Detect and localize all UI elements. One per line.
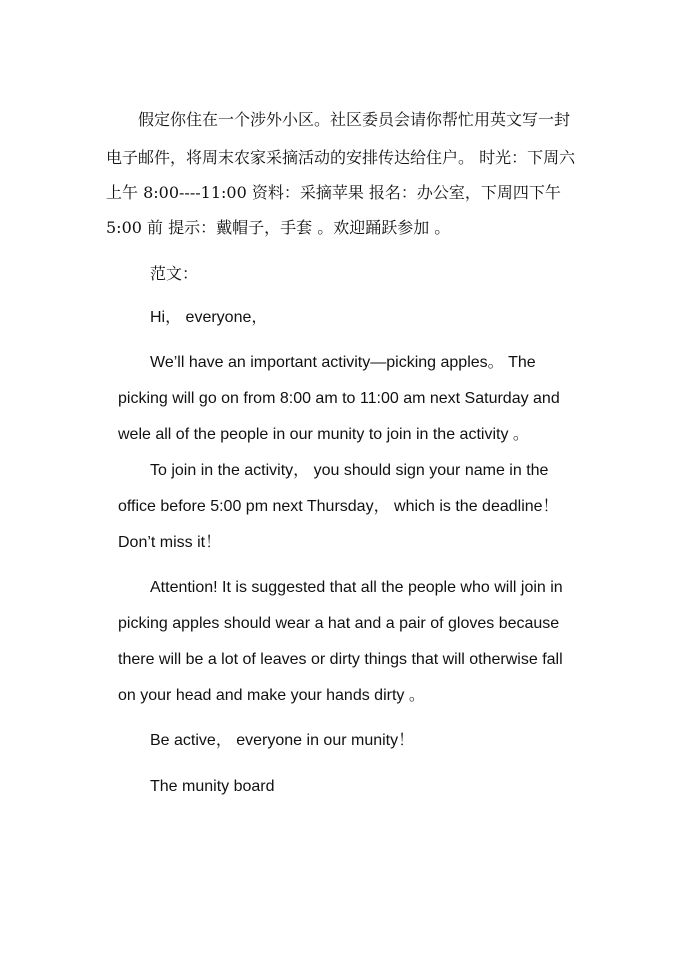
prompt-line-4: 5:00 前 提示：戴帽子，手套 。欢迎踊跃参加 。	[106, 218, 451, 237]
paragraph-3-line-2: picking apples should wear a hat and a pair of gloves because	[118, 615, 560, 632]
paragraph-2-line-3: Don’t miss it！	[118, 534, 222, 551]
prompt-line-1: 假定你住在一个涉外小区。社区委员会请你帮忙用英文写一封	[138, 110, 571, 129]
prompt-line-2: 电子邮件，将周末农家采摘活动的安排传达给住户。 时光：下周六	[106, 148, 576, 167]
paragraph-1-line-2: picking will go on from 8:00 am to 11:00 am next Saturday and	[118, 390, 560, 407]
paragraph-2-line-1: To join in the activity， you should sign your name in the	[150, 462, 549, 479]
paragraph-2-line-2: office before 5:00 pm next Thursday， which is the deadline！	[118, 498, 559, 515]
letter-signature: The munity board	[150, 778, 275, 795]
paragraph-3-line-1: Attention! It is suggested that all the people who will join in	[150, 579, 563, 596]
paragraph-3-line-4: on your head and make your hands dirty 。	[118, 687, 425, 704]
paragraph-3-line-3: there will be a lot of leaves or dirty things that will otherwise fall	[118, 651, 563, 668]
paragraph-1-line-1: We’ll have an important activity—picking apples。 The	[150, 354, 536, 371]
prompt-line-3: 上午 8:00----11:00 资料：采摘苹果 报名：办公室，下周四下午	[106, 183, 561, 202]
letter-greeting: Hi， everyone，	[150, 309, 268, 326]
sample-label: 范文：	[150, 264, 199, 283]
paragraph-1-line-3: wele all of the people in our munity to join in the activity 。	[118, 426, 529, 443]
letter-closing: Be active， everyone in our munity！	[150, 732, 415, 749]
